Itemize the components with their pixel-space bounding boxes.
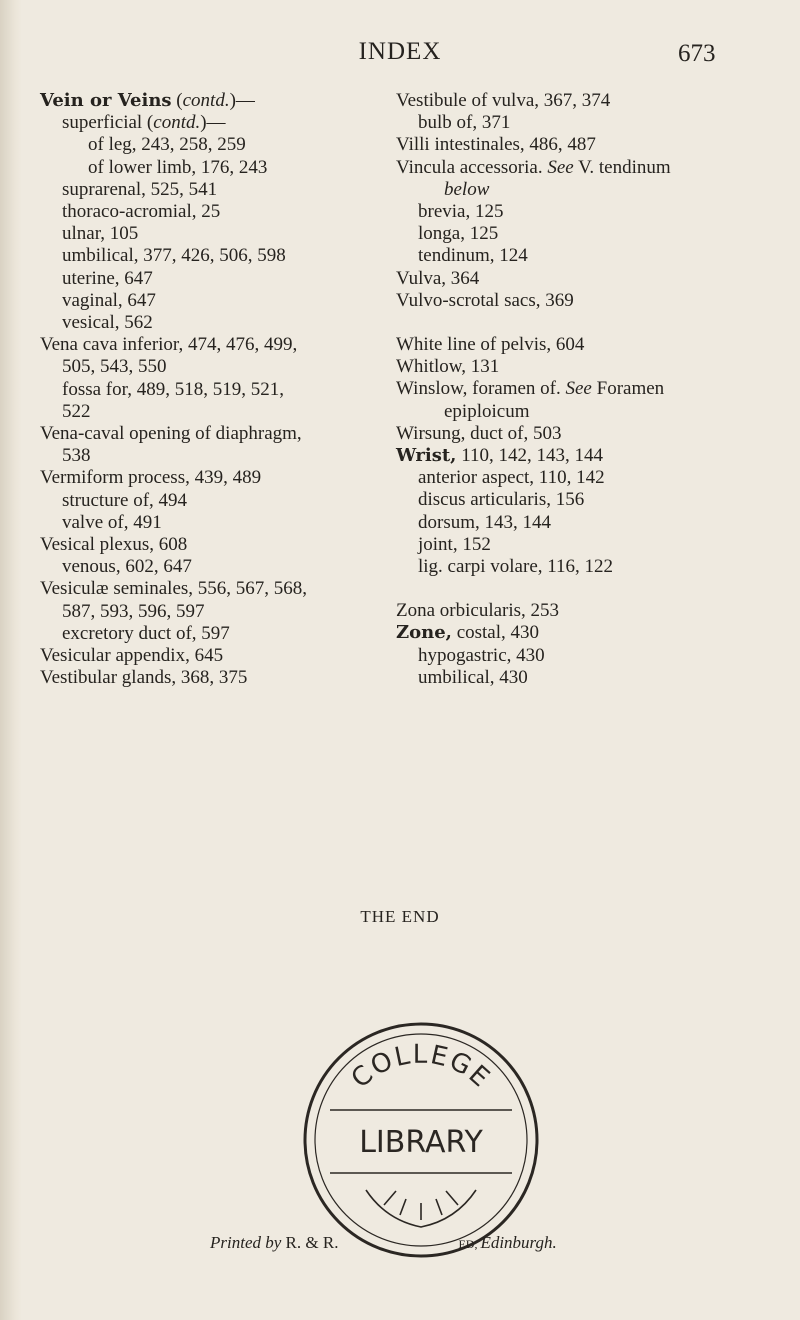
entry-bold: Wrist, (396, 445, 457, 467)
index-entry (396, 467, 736, 489)
index-entry (396, 534, 736, 556)
index-entry (40, 645, 370, 667)
entry-text: 505, 543, 550 (62, 356, 167, 378)
index-entry (40, 623, 370, 645)
entry-bold: Zone, (396, 622, 452, 644)
index-entry (396, 334, 736, 356)
entry-text: Vesicular appendix, 645 (40, 645, 224, 667)
entry-text: 587, 593, 596, 597 (62, 600, 205, 622)
entry-text: excretory duct of, 597 (62, 622, 230, 644)
printer-imprint (210, 1233, 557, 1253)
index-entry (396, 223, 736, 245)
index-entry (40, 490, 370, 512)
index-entry (40, 556, 370, 578)
entry-post: V. tendinum (573, 156, 671, 178)
stamp-center-text: LIBRARY (359, 1125, 483, 1160)
entry-text: anterior aspect, 110, 142 (418, 467, 605, 489)
entry-text: thoraco-acromial, 25 (62, 201, 221, 223)
imprint-suffix: ED, (458, 1237, 481, 1251)
entry-post: )— (200, 112, 226, 134)
index-entry (40, 423, 370, 445)
entry-text: epiploicum (444, 400, 530, 422)
page-binding-edge (0, 0, 22, 1320)
imprint-city: Edinburgh. (480, 1233, 557, 1252)
entry-text: ulnar, 105 (62, 223, 139, 245)
index-entry (40, 90, 370, 112)
index-entry (40, 334, 370, 356)
entry-text: Vena-caval opening of diaphragm, (40, 423, 302, 445)
entry-text: lig. carpi volare, 116, 122 (418, 556, 614, 578)
entry-text: Zona orbicularis, 253 (396, 600, 560, 622)
index-entry (40, 312, 370, 334)
index-entry (396, 600, 736, 622)
index-entry (396, 112, 736, 134)
page-number: 673 (678, 40, 716, 67)
index-entry (396, 645, 736, 667)
entry-text: joint, 152 (418, 533, 491, 555)
index-entry (40, 601, 370, 623)
index-entry (396, 268, 736, 290)
index-entry (396, 489, 736, 511)
index-entry (40, 157, 370, 179)
index-entry (396, 667, 736, 689)
index-entry (40, 467, 370, 489)
entry-italic-only: below (444, 178, 490, 200)
entry-text: brevia, 125 (418, 201, 504, 223)
entry-text: Vesiculæ seminales, 556, 567, 568, (40, 578, 308, 600)
entry-text: Vestibular glands, 368, 375 (40, 667, 248, 689)
imprint-prefix: Printed by (210, 1233, 282, 1252)
entry-text: dorsum, 143, 144 (418, 511, 551, 533)
the-end-text: THE END (360, 907, 440, 926)
index-entry (396, 401, 736, 423)
index-entry (40, 512, 370, 534)
stamp-bottom-ornament (366, 1190, 476, 1227)
entry-text: Vesical plexus, 608 (40, 534, 188, 556)
entry-text: suprarenal, 525, 541 (62, 178, 218, 200)
entry-text: 522 (62, 400, 91, 422)
index-entry (396, 622, 736, 644)
library-stamp (296, 1015, 546, 1265)
entry-text: Villi intestinales, 486, 487 (396, 134, 596, 156)
entry-text: hypogastric, 430 (418, 644, 545, 666)
entry-text: Whitlow, 131 (396, 356, 500, 378)
entry-post: Foramen (591, 378, 665, 400)
imprint-printer: R. & R. (281, 1233, 339, 1252)
index-entry (396, 201, 736, 223)
entry-text: discus articularis, 156 (418, 489, 585, 511)
page-title: INDEX (358, 38, 442, 65)
index-entry (40, 401, 370, 423)
entry-text: Vestibule of vulva, 367, 374 (396, 90, 611, 111)
index-entry (396, 290, 736, 312)
entry-text: White line of pelvis, 604 (396, 334, 585, 356)
entry-post: )— (229, 90, 255, 111)
entry-post: costal, 430 (451, 622, 540, 644)
entry-italic: contd. (182, 90, 230, 111)
index-column-left (40, 90, 370, 689)
entry-text: Vena cava inferior, 474, 476, 499, (40, 334, 298, 356)
index-entry (40, 534, 370, 556)
index-entry (40, 201, 370, 223)
index-entry (396, 378, 736, 400)
entry-text: umbilical, 377, 426, 506, 598 (62, 245, 286, 267)
entry-text: vesical, 562 (62, 312, 153, 334)
entry-text: vaginal, 647 (62, 289, 156, 311)
index-entry (396, 423, 736, 445)
entry-text: structure of, 494 (62, 489, 188, 511)
index-entry (40, 356, 370, 378)
entry-text: umbilical, 430 (418, 666, 528, 688)
entry-text: uterine, 647 (62, 267, 153, 289)
entry-post: 110, 142, 143, 144 (456, 445, 603, 467)
entry-text: longa, 125 (418, 223, 499, 245)
entry-pre: Winslow, foramen of. (396, 378, 566, 400)
entry-italic: See (547, 156, 574, 178)
entry-text: of lower limb, 176, 243 (88, 156, 268, 178)
index-entry (40, 667, 370, 689)
entry-text: valve of, 491 (62, 511, 162, 533)
entry-italic: See (565, 378, 592, 400)
index-column-right (396, 90, 736, 689)
index-entry (40, 290, 370, 312)
index-entry (40, 223, 370, 245)
index-entry (396, 556, 736, 578)
entry-text: fossa for, 489, 518, 519, 521, (62, 378, 284, 400)
entry-text: venous, 602, 647 (62, 556, 192, 578)
entry-text: tendinum, 124 (418, 245, 528, 267)
entry-text: Wirsung, duct of, 503 (396, 422, 562, 444)
index-entry (40, 112, 370, 134)
index-entry (396, 445, 736, 467)
index-entry (396, 134, 736, 156)
index-entry (396, 512, 736, 534)
index-entry (40, 134, 370, 156)
index-entry (396, 157, 736, 179)
stamp-top-text: COLLEGE (345, 1039, 497, 1095)
entry-text: bulb of, 371 (418, 112, 511, 134)
index-entry (40, 578, 370, 600)
entry-text: Vermiform process, 439, 489 (40, 467, 262, 489)
index-entry (40, 245, 370, 267)
index-entry (396, 90, 736, 112)
entry-italic: contd. (153, 112, 201, 134)
index-entry (396, 312, 736, 334)
entry-mid: ( (171, 90, 183, 111)
entry-pre: Vincula accessoria. (396, 156, 548, 178)
index-entry (40, 379, 370, 401)
entry-text: Vulvo-scrotal sacs, 369 (396, 289, 574, 311)
entry-bold: Vein or Veins (40, 90, 172, 111)
entry-pre: superficial ( (62, 112, 154, 134)
index-entry (396, 356, 736, 378)
index-entry (396, 245, 736, 267)
index-entry (396, 179, 736, 201)
index-entry (40, 268, 370, 290)
entry-text: Vulva, 364 (396, 267, 480, 289)
index-entry (396, 578, 736, 600)
index-entry (40, 179, 370, 201)
entry-text: 538 (62, 445, 91, 467)
entry-text: of leg, 243, 258, 259 (88, 134, 246, 156)
index-entry (40, 445, 370, 467)
